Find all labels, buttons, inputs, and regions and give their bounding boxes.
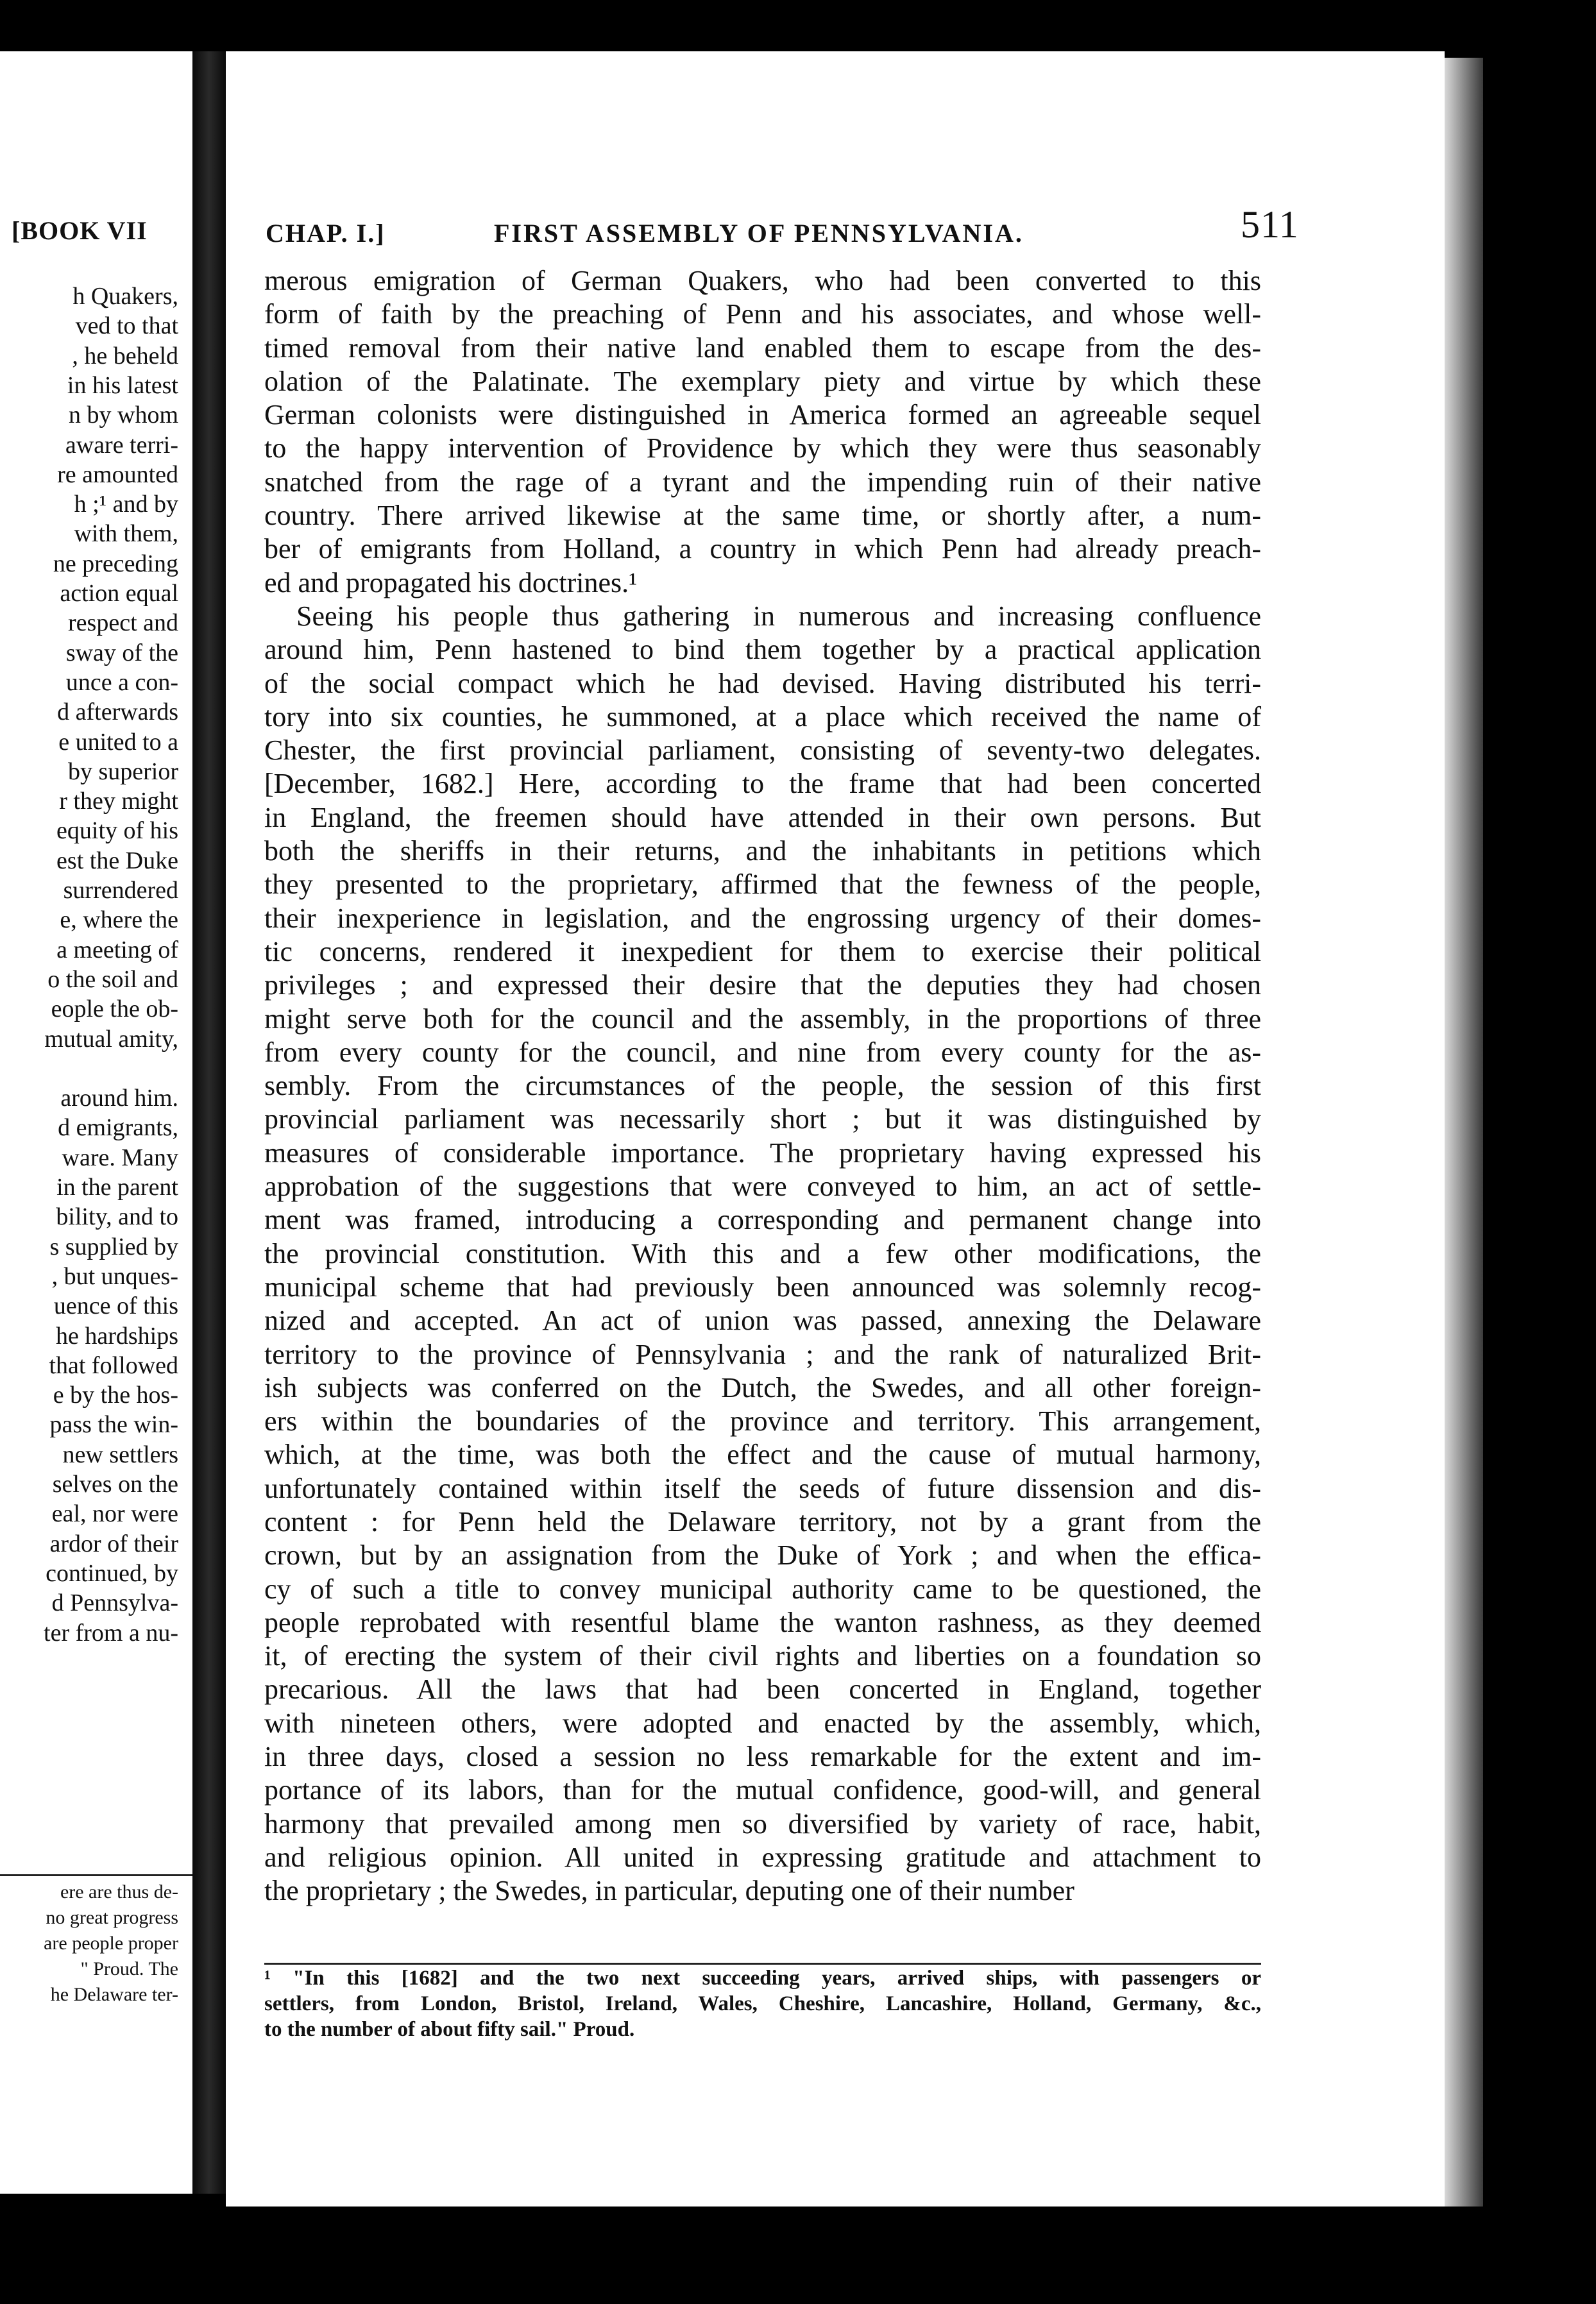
left-text-line: in his latest: [67, 371, 178, 399]
text-line: which, at the time, was both the effect and the cause of mutual harmony,: [264, 1439, 1261, 1471]
text-line: with nineteen others, were adopted and enacted by the assembly, which,: [264, 1707, 1261, 1739]
book-page: [226, 51, 1445, 2207]
text-line: ber of emigrants from Holland, a country in which Penn had already preach-: [264, 533, 1261, 565]
left-text-line: continued, by: [46, 1559, 178, 1587]
left-footnote-line: " Proud. The: [80, 1958, 178, 1979]
left-text-line: e united to a: [58, 728, 178, 756]
left-text-line: new settlers: [62, 1441, 178, 1468]
text-line: ers within the boundaries of the province and territory. This arrangement,: [264, 1405, 1261, 1437]
text-line: timed removal from their native land enabled them to escape from the des-: [264, 332, 1261, 364]
left-text-line: equity of his: [56, 817, 178, 845]
text-line: content : for Penn held the Delaware territory, not by a grant from the: [264, 1505, 1261, 1537]
left-text-line: surrendered: [63, 877, 178, 904]
left-text-line: d Pennsylva-: [51, 1589, 178, 1617]
left-text-line: eople the ob-: [51, 995, 178, 1023]
text-line: merous emigration of German Quakers, who had been converted to this: [264, 265, 1261, 296]
text-line: from every county for the council, and nine from every county for the as-: [264, 1036, 1261, 1068]
running-header: [266, 203, 1299, 260]
text-line: and religious opinion. All united in expressing gratitude and attachment to: [264, 1841, 1261, 1873]
left-text-line: e, where the: [60, 906, 178, 934]
left-text-line: eal, nor were: [51, 1500, 178, 1528]
left-text-line: aware terri-: [65, 431, 178, 459]
text-line: they presented to the proprietary, affirmed that the fewness of the people,: [264, 868, 1261, 901]
text-line: crown, but by an assignation from the Duke of York ; and when the effica-: [264, 1539, 1261, 1571]
left-text-line: in the parent: [56, 1174, 178, 1201]
left-text-line: ter from a nu-: [44, 1619, 178, 1647]
left-text-line: r they might: [59, 788, 178, 815]
left-text-line: uence of this: [53, 1292, 178, 1320]
text-line: ment was framed, introducing a corresponding and permanent change into: [264, 1204, 1261, 1236]
text-line: unfortunately contained within itself the seeds of future dissension and dis-: [264, 1472, 1261, 1504]
left-text-line: e by the hos-: [53, 1382, 178, 1409]
text-line: tic concerns, rendered it inexpedient for them to exercise their political: [264, 935, 1261, 967]
left-text-line: ardor of their: [49, 1530, 178, 1557]
left-text-line: ved to that: [75, 312, 178, 340]
left-text-line: , but unques-: [51, 1262, 178, 1290]
text-line: olation of the Palatinate. The exemplary piety and virtue by which these: [264, 365, 1261, 397]
footnote: [264, 1965, 1261, 2042]
text-line: form of faith by the preaching of Penn and his associates, and whose well-: [264, 298, 1261, 330]
text-line: Seeing his people thus gathering in numerous and increasing confluence: [296, 600, 1261, 632]
text-line: [December, 1682.] Here, according to the frame that had been concerted: [264, 768, 1261, 800]
body-text: [264, 264, 1261, 1908]
text-line: of the social compact which he had devised. Having distributed his terri-: [264, 667, 1261, 699]
text-line: country. There arrived likewise at the same time, or shortly after, a num-: [264, 500, 1261, 532]
text-line: their inexperience in legislation, and the engrossing urgency of their domes-: [264, 902, 1261, 934]
text-line: portance of its labors, than for the mutual confidence, good-will, and general: [264, 1774, 1261, 1806]
left-page-header: [BOOK VII: [12, 216, 148, 245]
left-page-fragment: [0, 51, 192, 2194]
left-text-line: he hardships: [55, 1322, 178, 1350]
text-line: it, of erecting the system of their civil rights and liberties on a foundation so: [264, 1640, 1261, 1672]
left-footnote-line: are people proper: [44, 1933, 178, 1954]
footnote-line: to the number of about fifty sail." Proud.: [264, 2018, 635, 2041]
chapter-label: CHAP. I.]: [266, 219, 386, 248]
left-footnote-line: he Delaware ter-: [50, 1984, 178, 2005]
left-text-line: h ;¹ and by: [74, 491, 178, 518]
left-text-line: re amounted: [57, 461, 178, 488]
text-line: ish subjects was conferred on the Dutch, the Swedes, and all other foreign-: [264, 1371, 1261, 1403]
left-footnote-rule: [0, 1874, 192, 1876]
left-text-line: selves on the: [52, 1471, 178, 1498]
text-line: in three days, closed a session no less remarkable for the extent and im-: [264, 1741, 1261, 1773]
text-line: territory to the province of Pennsylvania ; and the rank of naturalized Brit-: [264, 1338, 1261, 1370]
left-text-line: ne preceding: [53, 550, 178, 577]
text-line: nized and accepted. An act of union was passed, annexing the Delaware: [264, 1305, 1261, 1337]
text-line: to the happy intervention of Providence by which they were thus seasonably: [264, 432, 1261, 464]
left-text-line: that followed: [49, 1351, 178, 1379]
text-line: harmony that prevailed among men so diversified by variety of race, habit,: [264, 1808, 1261, 1840]
left-text-line: h Quakers,: [72, 283, 178, 310]
left-text-line: by superior: [67, 758, 178, 785]
text-line: people reprobated with resentful blame the wanton rashness, as they deemed: [264, 1606, 1261, 1638]
left-text-line: respect and: [68, 609, 178, 637]
text-line: precarious. All the laws that had been concerted in England, together: [264, 1673, 1261, 1706]
left-text-line: unce a con-: [65, 668, 178, 696]
left-text-line: n by whom: [69, 402, 178, 429]
text-line: cy of such a title to convey municipal authority came to be questioned, the: [264, 1573, 1261, 1605]
left-text-line: ware. Many: [62, 1144, 178, 1171]
text-line: both the sheriffs in their returns, and the inhabitants in petitions which: [264, 835, 1261, 867]
text-line: the provincial constitution. With this and a few other modifications, the: [264, 1237, 1261, 1269]
left-text-line: d afterwards: [57, 699, 178, 726]
text-line: the proprietary ; the Swedes, in particular, deputing one of their number: [264, 1875, 1074, 1907]
text-line: privileges ; and expressed their desire that the deputies they had chosen: [264, 969, 1261, 1001]
text-line: provincial parliament was necessarily short ; but it was distinguished by: [264, 1103, 1261, 1135]
left-text-line: sway of the: [65, 639, 178, 666]
running-title: FIRST ASSEMBLY OF PENNSYLVANIA.: [494, 219, 1024, 248]
left-text-line: o the soil and: [47, 965, 178, 993]
left-text-line: pass the win-: [49, 1411, 178, 1439]
left-text-line: d emigrants,: [58, 1114, 178, 1142]
left-text-line: action equal: [60, 580, 178, 607]
footnote-rule: [264, 1963, 1261, 1965]
left-footnote-line: no great progress: [46, 1907, 178, 1928]
left-text-line: mutual amity,: [44, 1025, 178, 1053]
text-line: measures of considerable importance. The proprietary having expressed his: [264, 1137, 1261, 1169]
left-text-line: with them,: [74, 520, 178, 548]
page-number: 511: [1241, 203, 1299, 246]
left-text-line: , he beheld: [72, 342, 178, 369]
left-text-line: a meeting of: [56, 936, 178, 963]
left-text-line: est the Duke: [56, 847, 178, 874]
book-gutter: [192, 51, 226, 2194]
text-line: approbation of the suggestions that were conveyed to him, an act of settle-: [264, 1171, 1261, 1203]
text-line: around him, Penn hastened to bind them together by a practical application: [264, 634, 1261, 666]
page-edge: [1445, 58, 1483, 2207]
footnote-line: ¹ "In this [1682] and the two next succeeding years, arrived ships, with passengers or: [264, 1967, 1261, 1990]
footnote-line: settlers, from London, Bristol, Ireland, Wales, Cheshire, Lancashire, Holland, Germany, &c.,: [264, 1992, 1261, 2015]
left-text-line: s supplied by: [49, 1233, 178, 1260]
text-line: sembly. From the circumstances of the people, the session of this first: [264, 1070, 1261, 1102]
left-footnote-line: ere are thus de-: [60, 1881, 178, 1902]
text-line: snatched from the rage of a tyrant and the impending ruin of their native: [264, 466, 1261, 498]
text-line: ed and propagated his doctrines.¹: [264, 566, 638, 598]
text-line: might serve both for the council and the assembly, in the proportions of three: [264, 1003, 1261, 1035]
left-text-line: bility, and to: [56, 1203, 178, 1231]
text-line: in England, the freemen should have attended in their own persons. But: [264, 801, 1261, 833]
text-line: municipal scheme that had previously been announced was solemnly recog-: [264, 1271, 1261, 1303]
text-line: tory into six counties, he summoned, at a place which received the name of: [264, 700, 1261, 733]
left-text-line: around him.: [60, 1085, 178, 1112]
text-line: Chester, the first provincial parliament, consisting of seventy-two delegates.: [264, 734, 1261, 767]
text-line: German colonists were distinguished in America formed an agreeable sequel: [264, 399, 1261, 431]
